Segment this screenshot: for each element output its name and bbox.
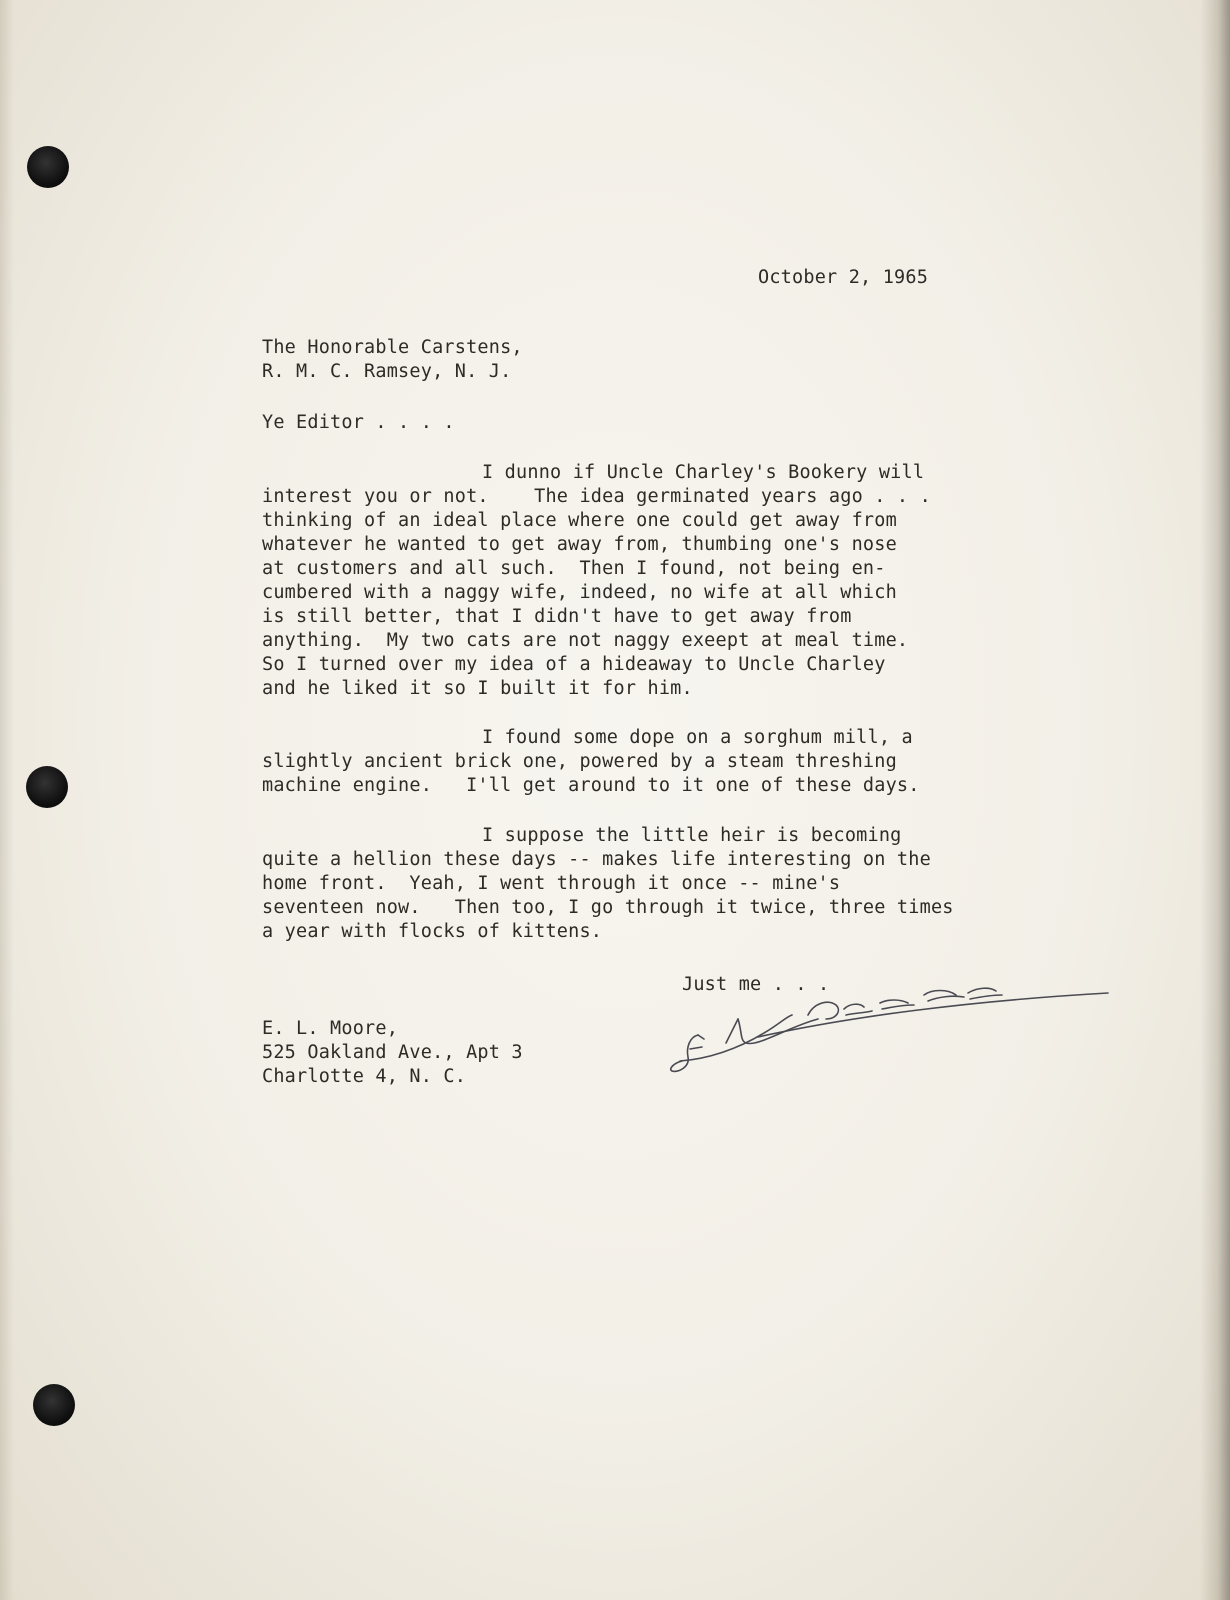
sender-line-2: 525 Oakland Ave., Apt 3 (262, 1042, 523, 1063)
paragraph-line: at customers and all such. Then I found, not being en- (262, 558, 886, 579)
recipient-line-1: The Honorable Carstens, (262, 337, 523, 358)
closing: Just me . . . (682, 974, 830, 995)
sender-line-1: E. L. Moore, (262, 1018, 399, 1039)
recipient-line-2: R. M. C. Ramsey, N. J. (262, 361, 512, 382)
paragraph-line: I found some dope on a sorghum mill, a (482, 727, 913, 748)
binder-hole-middle (26, 766, 68, 808)
paragraph-line: thinking of an ideal place where one could get away from (262, 510, 897, 531)
sender-line-3: Charlotte 4, N. C. (262, 1066, 467, 1087)
paragraph-line: is still better, that I didn't have to get away from (262, 606, 852, 627)
paragraph-line: anything. My two cats are not naggy exeept at meal time. (262, 630, 909, 651)
paragraph-line: cumbered with a naggy wife, indeed, no wife at all which (262, 582, 897, 603)
letter-date: October 2, 1965 (758, 267, 929, 288)
paragraph-line: quite a hellion these days -- makes life interesting on the (262, 849, 931, 870)
paragraph-line: So I turned over my idea of a hideaway to Uncle Charley (262, 654, 886, 675)
handwritten-signature (668, 975, 1138, 1095)
paragraph-line: interest you or not. The idea germinated years ago . . . (262, 486, 931, 507)
binder-hole-top (27, 146, 69, 188)
paragraph-line: seventeen now. Then too, I go through it twice, three times (262, 897, 954, 918)
paragraph-line: I suppose the little heir is becoming (482, 825, 902, 846)
page-left-shadow (0, 0, 14, 1600)
paragraph-line: slightly ancient brick one, powered by a steam threshing (262, 751, 897, 772)
paragraph-line: machine engine. I'll get around to it one of these days. (262, 775, 920, 796)
paragraph-line: whatever he wanted to get away from, thumbing one's nose (262, 534, 897, 555)
paragraph-line: I dunno if Uncle Charley's Bookery will (482, 462, 925, 483)
page-right-edge-shadow (1200, 0, 1230, 1600)
paragraph-line: home front. Yeah, I went through it once -- mine's (262, 873, 841, 894)
binder-hole-bottom (33, 1384, 75, 1426)
paragraph-line: and he liked it so I built it for him. (262, 678, 693, 699)
salutation: Ye Editor . . . . (262, 412, 455, 433)
paragraph-line: a year with flocks of kittens. (262, 921, 603, 942)
